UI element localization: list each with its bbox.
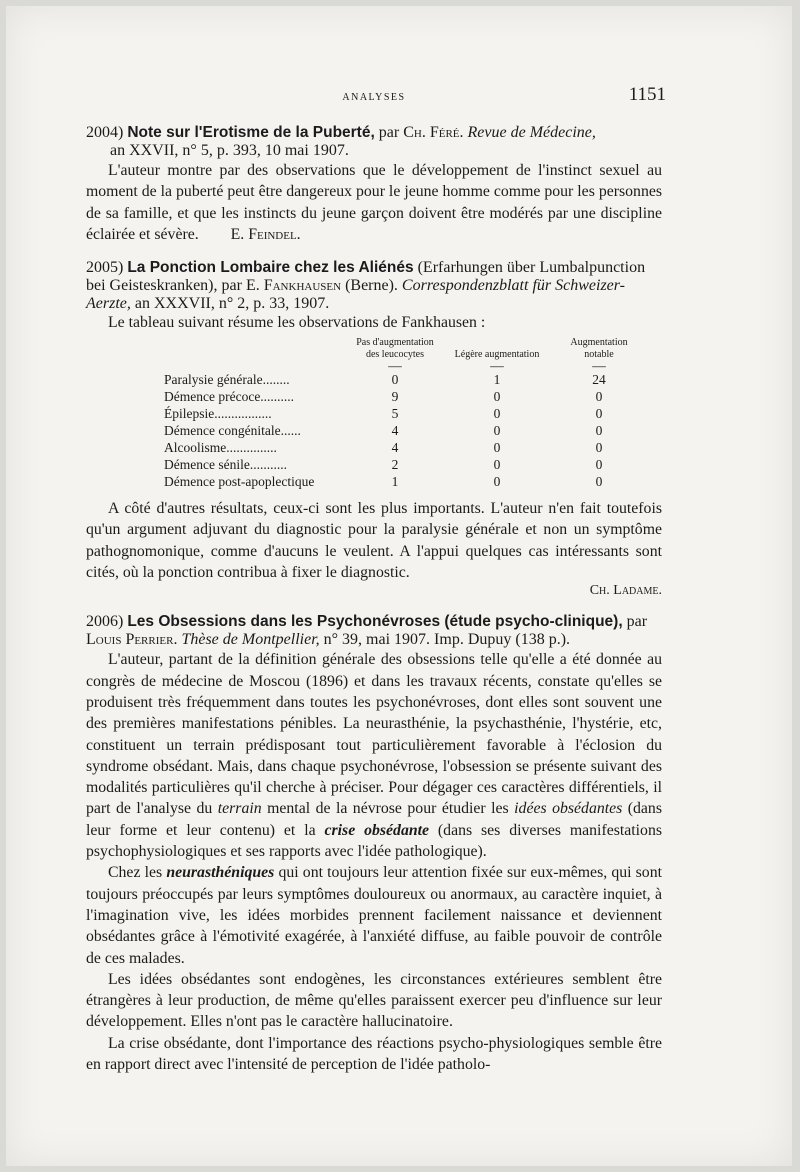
table-row [164,405,650,422]
table-cell: 1 [493,372,501,388]
table-dash: — [592,358,606,374]
table-cell: 0 [595,423,603,439]
page-header [86,84,666,108]
entry-2005-subtitle: (Erfarhungen über Lumbalpunction bei Geisteskranken), par [86,259,646,295]
table-cell: 0 [493,457,501,473]
emphasis-crise-obsedante: crise obsédante [324,821,430,839]
table-row-label: Démence sénile........... [164,457,287,473]
table-row [164,422,650,439]
table-cell: 4 [391,423,399,439]
entry-2006-paragraph-4: La crise obsédante, dont l'importance des réactions psycho-physiologiques semble être en rapport direct avec l'intensité de perception de l'idée patholo- [86,1034,662,1074]
entry-2004-body-text: L'auteur montre par des observations que le développement de l'instinct sexuel au moment de la puberté peut être dangereux pour le jeune homme comme pour les personnes de sa famille, et que les instincts du jeune garçon doivent être modérés par une discipline éclairée et sévère. [86,162,662,243]
entry-2004-title: Note sur l'Erotisme de la Puberté, [127,124,375,141]
entry-2005-place: (Berne). [345,277,398,295]
entry-2006-number: 2006) [86,613,124,631]
table-row-label: Épilepsie................. [164,406,272,422]
entry-2004-body [86,160,662,245]
table-cell: 2 [391,457,399,473]
table-dash: — [388,358,402,374]
page-content [86,124,662,1075]
table-cell: 0 [493,406,501,422]
table-row-label: Paralysie générale........ [164,372,290,388]
entry-2005-body: A côté d'autres résultats, ceux-ci sont les plus importants. L'auteur n'en fait toutefois qu'un argument adjuvant du diagnostic pour la paralysie générale et non un symptôme pathognomonique, comme d'aucuns le veulent. A l'appui quelques cas intéressants sont cités, où la ponction contribua à fixer le diagnostic. [86,500,662,582]
entry-2005-citation: an XXXVII, n° 2, p. 33, 1907. [134,295,330,313]
paragraph-text: qui ont toujours leur attention fixée sur eux-mêmes, qui sont toujours préoccupés par leurs symptômes douloureux ou anormaux, au caractère inquiet, à l'imagination vive, les idées morbides prennent facilement naissance et deviennent obsédantes grâce à l'émotivité exagérée, à l'anxiété diffuse, au faible pouvoir de contrôle de ces malades. [86,864,662,967]
table-cell: 0 [493,423,501,439]
table-row-label: Démence post-apoplectique [164,474,315,490]
table-cell: 0 [493,474,501,490]
table-cell: 5 [391,406,399,422]
table-dash-row [164,361,650,371]
table-row-label: Alcoolisme............... [164,440,277,456]
table-dash: — [490,358,504,374]
entry-2004-signature: E. Feindel. [230,225,301,243]
paragraph-text: L'auteur, partant de la définition générale des obsessions telle qu'elle a été donnée au congrès de médecine de Moscou (1896) et dans les travaux récents, constate qu'elles se produisent très fréquemment dans toutes les psychonévroses, dont elles sont souvent une des premières manifestations pénibles. La neurasthénie, la psychasthénie, l'hystérie, etc, constituent un terrain prédisposant tout particulièrement favorable à l'éclosion du syndrome obsédant. Mais, dans chaque psychonévrose, l'obsession se présente suivant des modalités particulières qu'il cherche à préciser. Pour dégager ces caractères différentiels, il part de l'analyse du [86,651,662,818]
entry-2004-citation: an XXVII, n° 5, p. 393, 10 mai 1907. [110,142,349,159]
paragraph-text: (dans leur forme et leur contenu) et la [86,800,662,839]
table-header-row [164,337,650,361]
paragraph-text: Chez les [108,864,163,882]
entry-2004-number: 2004) [86,124,124,141]
table-cell: 0 [493,389,501,405]
scanned-page [6,6,792,1166]
table-header-slight-increase: Légère augmentation [454,349,540,361]
entry-2005-author: E. Fankhausen [245,277,342,295]
table-cell: 0 [595,440,603,456]
entry-2006-paragraph-1 [86,649,662,862]
table-cell: 4 [391,440,399,456]
entry-2006-citation: n° 39, mai 1907. Imp. Dupuy (138 p.). [323,631,571,649]
entry-2005-journal: Correspondenzblatt für Schweizer-Aerzte, [86,277,625,313]
entry-2006-paragraph-3: Les idées obsédantes sont endogènes, les circonstances extérieures semblent être étrangères à leur production, de même qu'elles paraissent exercer peu d'influence sur leur développement. Elles n'ont pas le caractère hallucinatoire. [86,970,662,1031]
table-cell: 0 [595,457,603,473]
table-cell: 0 [595,406,603,422]
table-row [164,388,650,405]
entry-2005-number: 2005) [86,259,124,277]
entry-2006-title: Les Obsessions dans les Psychonévroses (étude psycho-clinique), [127,613,623,631]
table-cell: 9 [391,389,399,405]
emphasis-idees-obsedantes: idées obsédantes [514,800,623,818]
entry-2006-paragraph-2 [86,862,662,968]
entry-2004-journal: Revue de Médecine, [467,124,596,141]
table-row [164,371,650,388]
table-header-no-increase: Pas d'augmentation des leucocytes [356,337,434,361]
paragraph-text: mental de la névrose pour étudier les [267,800,509,818]
table-cell: 1 [391,474,399,490]
entry-2005-signature: Ch. Ladame. [589,583,662,599]
emphasis-terrain: terrain [217,800,262,818]
table-row-label: Démence précoce.......... [164,389,295,405]
page-number: 1151 [628,84,666,105]
entry-2004-reference [86,124,662,160]
entry-2005-title: La Ponction Lombaire chez les Aliénés [127,259,414,277]
entry-2006-reference [86,613,662,649]
entry-2006-author: Louis Perrier. [86,631,178,649]
entry-2005-table-intro: Le tableau suivant résume les observations de Fankhausen : [108,314,486,332]
entry-2005-reference [86,259,662,313]
table-header-notable-increase: Augmentation notable [570,337,628,361]
observations-table [164,337,650,490]
entry-2004-author: Ch. Féré. [403,124,464,141]
table-row-label: Démence congénitale...... [164,423,301,439]
table-cell: 0 [595,389,603,405]
entry-2004-by: par [378,124,400,141]
running-head: ANALYSES [342,92,406,103]
table-row [164,473,650,490]
table-cell: 0 [391,372,399,388]
emphasis-neurastheniques: neurasthéniques [166,864,275,882]
table-cell: 0 [493,440,501,456]
paragraph-text: (dans ses diverses manifestations psychophysiologiques et ses rapports avec l'idée pathologique). [86,821,662,861]
entry-2006-journal: Thèse de Montpellier, [181,631,320,649]
entry-2006-by: par [626,613,648,631]
table-row [164,456,650,473]
table-cell: 24 [592,372,606,388]
table-cell: 0 [595,474,603,490]
table-row [164,439,650,456]
